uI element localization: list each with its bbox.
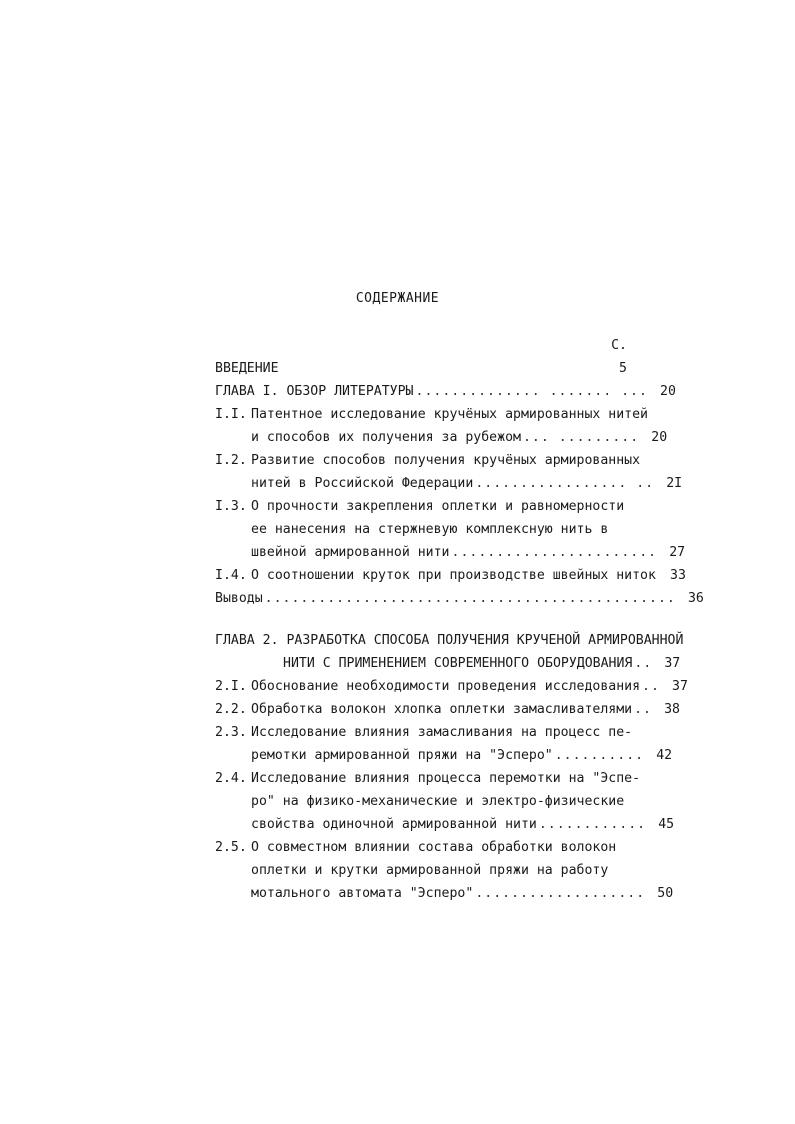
page-title: СОДЕРЖАНИЕ <box>355 291 440 306</box>
entry-page: 37 <box>664 656 681 671</box>
leader-dots: .............. ....... ... <box>415 384 648 399</box>
entry-title-line: ро" на физико-механические и электро-физические <box>251 794 625 809</box>
entry-page: 42 <box>656 748 673 763</box>
toc-entry-introduction[interactable] <box>215 357 627 380</box>
toc-entry-2-1[interactable] <box>215 675 688 698</box>
leader-dots: .............................................. <box>264 591 676 606</box>
toc-entry-1-3[interactable] <box>215 495 686 564</box>
entry-title-line: НИТИ С ПРИМЕНЕНИЕМ СОВРЕМЕННОГО ОБОРУДОВАНИЯ <box>283 656 633 671</box>
entry-title-line: нитей в Российской Федерации <box>251 476 474 491</box>
toc-entry-1-4[interactable] <box>215 564 686 587</box>
entry-page: 27 <box>669 545 686 560</box>
entry-title: Обработка волокон хлопка оплетки замасливателями <box>251 702 633 717</box>
leader-dots: .. <box>634 702 652 717</box>
entry-title-line: ГЛАВА 2. РАЗРАБОТКА СПОСОБА ПОЛУЧЕНИЯ КРУЧЕНОЙ АРМИРОВАННОЙ <box>215 633 684 648</box>
entry-number: 2.4. <box>215 771 247 786</box>
toc-entry-2-2[interactable] <box>215 698 680 721</box>
entry-title: Выводы <box>215 591 263 606</box>
toc-entry-2-4[interactable] <box>215 767 675 836</box>
entry-page: 37 <box>672 679 688 694</box>
entry-title-line: Исследование влияния процесса перемотки на "Эспе- <box>251 771 641 786</box>
leader-dots: ................... <box>475 886 646 901</box>
leader-dots: .. <box>642 679 660 694</box>
entry-title: ГЛАВА I. ОБЗОР ЛИТЕРАТУРЫ <box>215 384 414 399</box>
toc-entry-2-5[interactable] <box>215 836 674 905</box>
leader-dots: ....................... <box>451 545 658 560</box>
entry-title-line: и способов их получения за рубежом <box>251 430 521 445</box>
entry-page: 50 <box>657 886 674 901</box>
entry-page: 38 <box>664 702 680 717</box>
entry-page: 36 <box>687 591 704 606</box>
table-of-contents <box>215 334 704 905</box>
entry-title-line: О прочности закрепления оплетки и равномерности <box>251 499 625 514</box>
entry-page: 33 <box>670 568 686 583</box>
entry-title-line: О совместном влиянии состава обработки волокон <box>251 840 617 855</box>
toc-entry-1-1[interactable] <box>215 403 668 449</box>
entry-number: I.3. <box>215 499 247 514</box>
entry-title-line: Развитие способов получения кручёных армированных <box>251 453 641 468</box>
entry-number: I.2. <box>215 453 247 468</box>
entry-title-line: ремотки армированной пряжи на "Эсперо" <box>251 748 553 763</box>
leader-dots: .. <box>634 656 653 671</box>
entry-title-line: Патентное исследование кручёных армированных нитей <box>251 407 648 422</box>
entry-number: 2.I. <box>215 679 247 694</box>
entry-page: 5 <box>619 361 627 376</box>
toc-entry-conclusions[interactable] <box>215 587 704 610</box>
entry-number: 2.5. <box>215 840 247 855</box>
leader-dots: ................. .. <box>475 476 655 491</box>
toc-entry-chapter-2[interactable] <box>215 629 684 675</box>
entry-number: I.I. <box>215 407 247 422</box>
page-column-label: С. <box>611 338 627 353</box>
entry-title: Обоснование необходимости проведения исследования <box>251 679 641 694</box>
entry-number: I.4. <box>215 568 247 583</box>
toc-entry-2-3[interactable] <box>215 721 673 767</box>
entry-title-line: оплетки и крутки армированной пряжи на работу <box>251 863 609 878</box>
entry-title-line: ее нанесения на стержневую комплексную нить в <box>251 522 609 537</box>
entry-title: ВВЕДЕНИЕ <box>215 361 279 376</box>
toc-entry-chapter-1[interactable] <box>215 380 676 403</box>
entry-title-line: свойства одиночной армированной нити <box>251 817 537 832</box>
leader-dots: ... ......... <box>522 430 640 445</box>
entry-title: О соотношении круток при производстве швейных ниток <box>251 568 656 583</box>
entry-page: 20 <box>651 430 668 445</box>
entry-number: 2.2. <box>215 702 247 717</box>
toc-entry-1-2[interactable] <box>215 449 683 495</box>
entry-page: 2I <box>666 476 683 491</box>
entry-page: 20 <box>660 384 676 399</box>
entry-title-line: Исследование влияния замасливания на процесс пе- <box>251 725 633 740</box>
entry-number: 2.3. <box>215 725 247 740</box>
entry-title-line: мотального автомата "Эсперо" <box>251 886 474 901</box>
entry-title-line: швейной армированной нити <box>251 545 450 560</box>
leader-dots: ............ <box>538 817 647 832</box>
entry-page: 45 <box>658 817 675 832</box>
leader-dots: .......... <box>554 748 645 763</box>
